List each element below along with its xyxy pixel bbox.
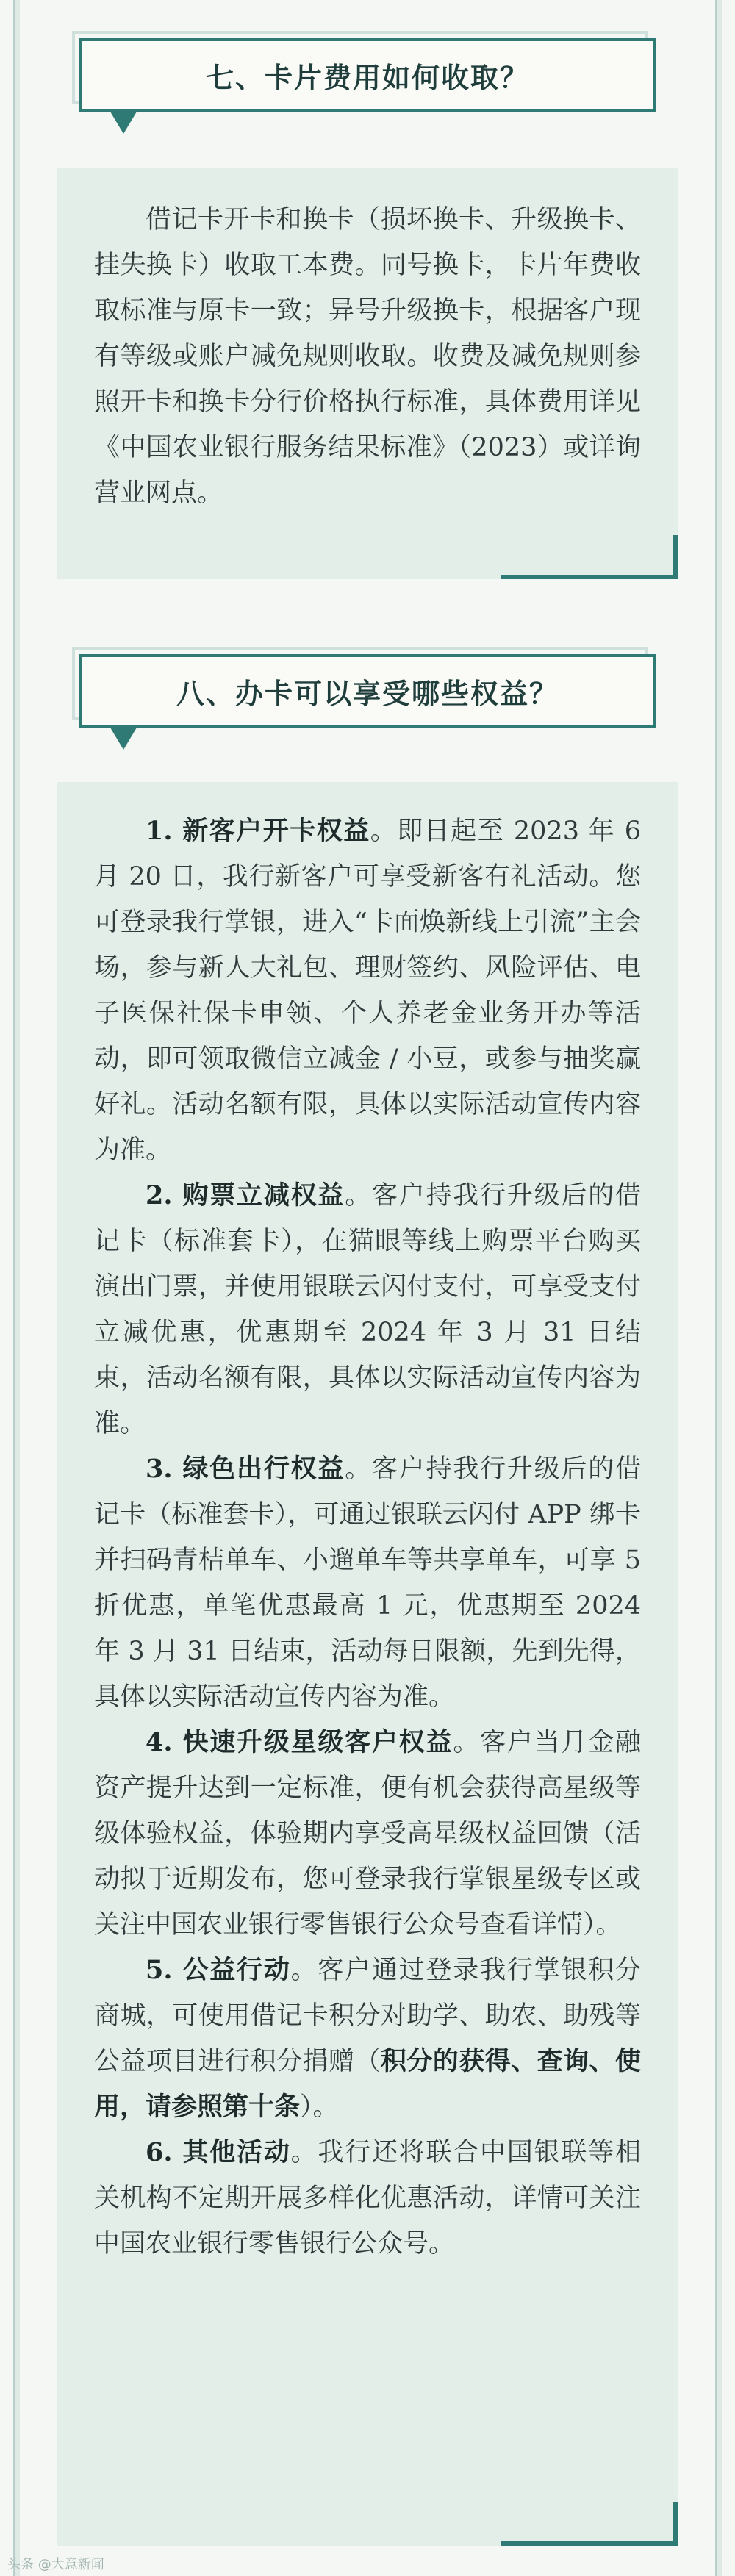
section8-pointer-icon: [110, 728, 137, 750]
right-frame-border: [715, 0, 722, 2576]
benefit-heading-6: 6. 其他活动: [146, 2137, 291, 2167]
section8-title: 八、办卡可以享受哪些权益？: [176, 676, 559, 710]
section7-paragraph: 借记卡开卡和换卡（损坏换卡、升级换卡、挂失换卡）收取工本费。同号换卡，卡片年费收取标准与原卡一致；异号升级换卡，根据客户现有等级或账户减免规则收取。收费及减免规则参照开卡和换卡分行价格执行标准，具体费用详见《中国农业银行服务结果标准》（2023）或详询营业网点。: [94, 205, 641, 508]
benefit-body-6: 。我行还将联合中国银联等相关机构不定期开展多样化优惠活动，详情可关注中国农业银行零售银行公众号。: [94, 2138, 641, 2259]
benefit-item-5: [94, 1948, 641, 2130]
benefit-heading-4: 4. 快速升级星级客户权益: [146, 1727, 453, 1757]
benefit-body-1: 。即日起至 2023 年 6 月 20 日，我行新客户可享受新客有礼活动。您可登录我行掌银，进入“卡面焕新线上引流”主会场，参与新人大礼包、理财签约、风险评估、电子医保社保卡申领、个人养老金业务开办等活动，即可领取微信立减金 / 小豆，或参与抽奖赢好礼。活动名额有限，具体以实际活动宣传内容为准。: [94, 817, 650, 1165]
benefit-item-1: [94, 808, 650, 1173]
section7-title: 七、卡片费用如何收取？: [205, 60, 529, 94]
section7-panel: [57, 168, 678, 579]
section8-panel: [57, 782, 678, 2546]
benefit-item-3: [94, 1446, 650, 1720]
left-frame-border: [13, 0, 20, 2576]
benefit-body-2: 。客户持我行升级后的借记卡（标准套卡），在猫眼等线上购票平台购买演出门票，并使用银联云闪付支付，可享受支付立减优惠，优惠期至 2024 年 3 月 31 日结束，活动名额有限，具体以实际活动宣传内容为准。: [94, 1181, 641, 1438]
benefit-item-2: [94, 1173, 641, 1446]
benefit-heading-3: 3. 绿色出行权益: [146, 1454, 345, 1484]
section7-pointer-icon: [110, 112, 137, 134]
benefit-tail-5: ）。: [300, 2092, 339, 2122]
watermark: 头条 @大意新闻: [7, 2557, 104, 2572]
benefit-body-4: 。客户当月金融资产提升达到一定标准，便有机会获得高星级等级体验权益，体验期内享受高星级权益回馈（活动拟于近期发布，您可登录我行掌银星级专区或关注中国农业银行零售银行公众号查看详情）。: [94, 1728, 641, 1940]
benefit-heading-2: 2. 购票立减权益: [146, 1180, 345, 1210]
section8-heading-box: [79, 654, 656, 728]
benefit-heading-5: 5. 公益行动: [146, 1955, 291, 1985]
section7-heading-box: [79, 38, 656, 112]
benefit-heading-1: 1. 新客户开卡权益: [146, 816, 370, 846]
benefit-item-4: [94, 1720, 641, 1948]
section7-panel-corner: [501, 535, 678, 579]
benefit-body-5: 。客户通过登录我行掌银积分商城，可使用借记卡积分对助学、助农、助残等公益项目进行积分捐赠（: [94, 1956, 641, 2076]
benefit-item-6: [94, 2130, 641, 2267]
benefit-bold-tail-5: 积分的获得、查询、使用，请参照第十条: [94, 2046, 641, 2122]
benefit-body-3: 。客户持我行升级后的借记卡（标准套卡），可通过银联云闪付 APP 绑卡并扫码青桔单车、小遛单车等共享单车，可享 5 折优惠，单笔优惠最高 1 元，优惠期至 2024 年 3 月 31 日结束，活动每日限额，先到先得，具体以实际活动宣传内容为准。: [94, 1454, 650, 1712]
section8-panel-corner: [501, 2502, 678, 2546]
